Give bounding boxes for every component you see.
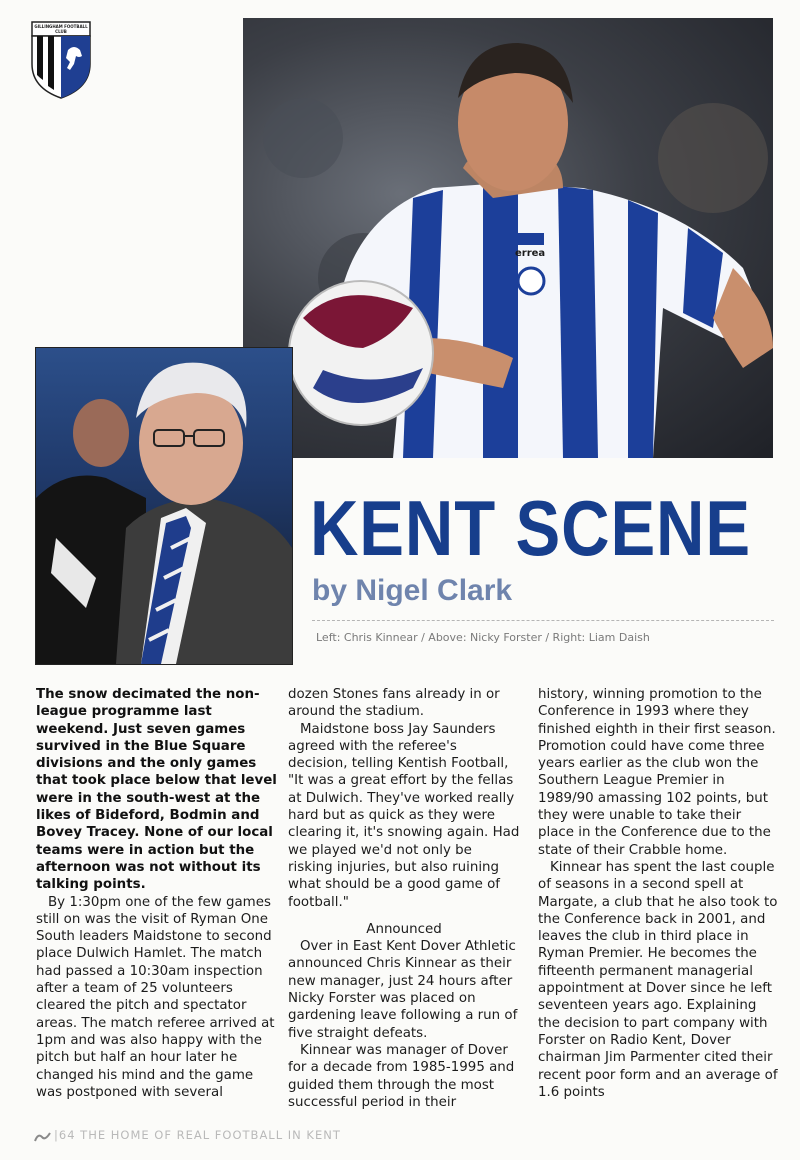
lead-paragraph: The snow decimated the non-league programme last weekend. Just seven games survived in the Blue Square divisions and the only games that took place below that level were in the south-west at the likes of Bideford, Bodmin and Bovey Tracey. None of our local teams were in action but the afternoon was not without its talking points.	[36, 687, 277, 893]
manager-photo	[35, 347, 293, 665]
article-column-1	[36, 686, 279, 1101]
paragraph: Maidstone boss Jay Saunders agreed with the referee's decision, telling Kentish Football, "It was a great effort by the fellas at Dulwich. They've worked really hard but as quick as they were clearing it, it's snowing again. Had we played we'd not only be risking injuries, but also ruining what should be a good game of football."	[288, 721, 520, 910]
kf-logo-icon	[34, 1131, 52, 1141]
paragraph: Kinnear has spent the last couple of seasons in a second spell at Margate, a club that he also took to the Conference back in 2001, and leaves the club in third place in Ryman Premier. He becomes the fifteenth permanent managerial appointment at Dover since he left seventeen years ago. Explaining the decision to part company with Forster on Radio Kent, Dover chairman Jim Parmenter cited their recent poor form and an average of 1.6 points	[538, 859, 778, 1100]
byline: by Nigel Clark	[312, 574, 513, 607]
article-column-2	[288, 686, 520, 1111]
caption-divider	[312, 620, 774, 621]
paragraph: Kinnear was manager of Dover for a decade from 1985-1995 and guided them through the most successful period in their	[288, 1042, 515, 1110]
player-photo	[243, 18, 773, 458]
club-crest-icon	[30, 20, 92, 100]
paragraph: history, winning promotion to the Conference in 1993 where they finished eighth in their first season. Promotion could have come three years earlier as the club won the Southern League Premier in 1989/90 amassing 102 points, but they were unable to take their place in the Conference due to the state of their Crabble home.	[538, 687, 776, 858]
photo-caption: Left: Chris Kinnear / Above: Nicky Forster / Right: Liam Daish	[316, 631, 650, 644]
article-column-3	[538, 686, 778, 1101]
subheading: Announced	[366, 921, 442, 937]
crest-text: GILLINGHAM FOOTBALL CLUB	[34, 24, 88, 34]
paragraph: Over in East Kent Dover Athletic announced Chris Kinnear as their new manager, just 24 hours after Nicky Forster was placed on gardening leave following a run of five straight defeats.	[288, 939, 518, 1041]
page-title: KENT SCENE	[310, 484, 751, 572]
paragraph: By 1:30pm one of the few games still on was the visit of Ryman One South leaders Maidstone to second place Dulwich Hamlet. The match had passed a 10:30am inspection after a team of 25 volunteers cleared the pitch and spectator areas. The match referee arrived at 1pm and was also happy with the pitch but half an hour later he changed his mind and the game was postponed with several	[36, 894, 275, 1100]
shirt-sponsor-text: errea	[515, 248, 546, 259]
footer-text: |64 THE HOME OF REAL FOOTBALL IN KENT	[54, 1128, 341, 1142]
page-footer	[34, 1128, 341, 1142]
paragraph: dozen Stones fans already in or around the stadium.	[288, 687, 500, 720]
